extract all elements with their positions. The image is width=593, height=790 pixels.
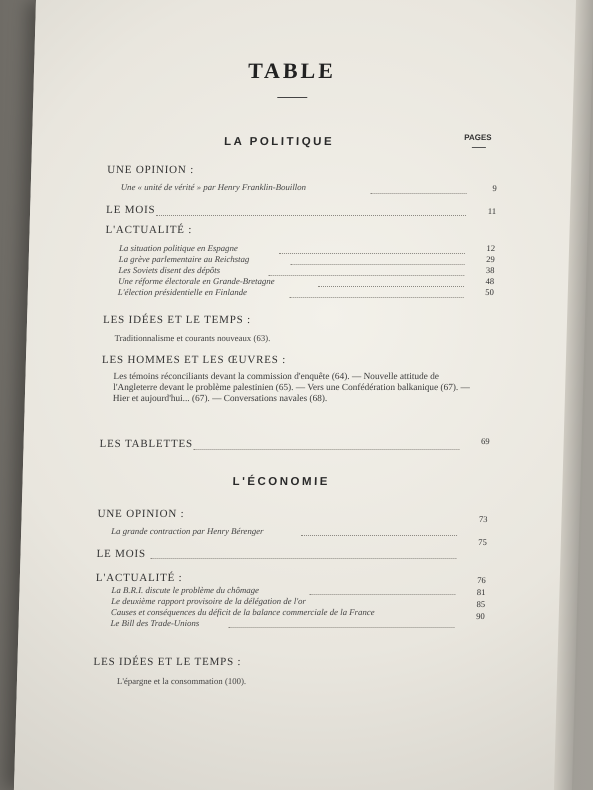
entry-item: Les Soviets disent des dépôts [118,265,221,275]
page-number: 50 [485,287,494,297]
entry-item: Une réforme électorale en Grande-Bretagne [118,276,275,286]
page-title: TABLE [247,58,337,83]
leader-dots [150,558,456,559]
entry-heading: UNE OPINION : [107,164,195,176]
leader-dots [268,275,464,276]
leader-dots [318,286,464,287]
entry-text: L'épargne et la consommation (100). [116,676,247,686]
entry-heading: LES TABLETTES [99,438,194,450]
entry-item: La grande contraction par Henry Bérenger [111,526,264,536]
page-number: 38 [485,265,495,275]
leader-dots [309,594,455,595]
page-number: 11 [487,206,497,216]
title-rule [277,97,307,98]
book-page [14,0,584,790]
entry-heading: LES HOMMES ET LES ŒUVRES : [101,354,287,366]
section-heading-politique: LA POLITIQUE [223,136,335,148]
entry-heading: LE MOIS [105,204,156,216]
entry-heading: L'ACTUALITÉ : [105,224,193,236]
page-number: 69 [480,436,490,446]
entry-paragraph: Les témoins réconciliants devant la commission d'enquête (64). — Nouvelle attitude de l'Angleterre devant le problème palestinien (65). — Vers une Confédération balkanique (67). — Hier et aujourd'hui... (67). — Conversations navales (68). [112,372,471,404]
leader-dots [228,627,454,628]
page-number: 73 [478,514,488,524]
page-number: 29 [486,254,495,264]
entry-heading: LES IDÉES ET LE TEMPS : [102,314,252,326]
entry-item: La B.R.I. discute le problème du chômage [111,585,260,595]
leader-dots [371,193,467,194]
section-heading-economie: L'ÉCONOMIE [232,476,331,488]
entry-item: Causes et conséquences du déficit de la balance commerciale de la France [110,607,375,617]
pages-rule [472,147,486,148]
entry-item: L'élection présidentielle en Finlande [117,287,248,297]
page-number: 76 [477,575,486,585]
leader-dots [301,535,457,536]
page-number: 85 [476,599,486,609]
entry-text: Traditionnalisme et courants nouveaux (63). [114,333,271,343]
entry-heading: L'ACTUALITÉ : [95,572,183,584]
entry-heading: LE MOIS [96,548,146,560]
leader-dots [290,297,464,298]
pages-label: PAGES [464,133,492,142]
entry-item: Le deuxième rapport provisoire de la délégation de l'or [111,596,307,606]
leader-dots [291,264,465,265]
page-number: 90 [476,611,485,621]
entry-item: La grève parlementaire au Reichstag [118,254,250,264]
page-number: 75 [478,537,488,547]
entry-item: Une « unité de vérité » par Henry Franklin-Bouillon [120,182,307,192]
page-number: 9 [492,183,497,193]
leader-dots [279,253,465,254]
page-number: 12 [486,243,496,253]
entry-item: La situation politique en Espagne [118,243,238,253]
page-number: 81 [476,587,486,597]
entry-item: Le Bill des Trade-Unions [110,618,200,628]
page-number: 48 [485,276,495,286]
leader-dots [156,215,466,216]
entry-heading: UNE OPINION : [97,508,185,520]
entry-heading: LES IDÉES ET LE TEMPS : [93,656,242,668]
leader-dots [193,449,459,450]
